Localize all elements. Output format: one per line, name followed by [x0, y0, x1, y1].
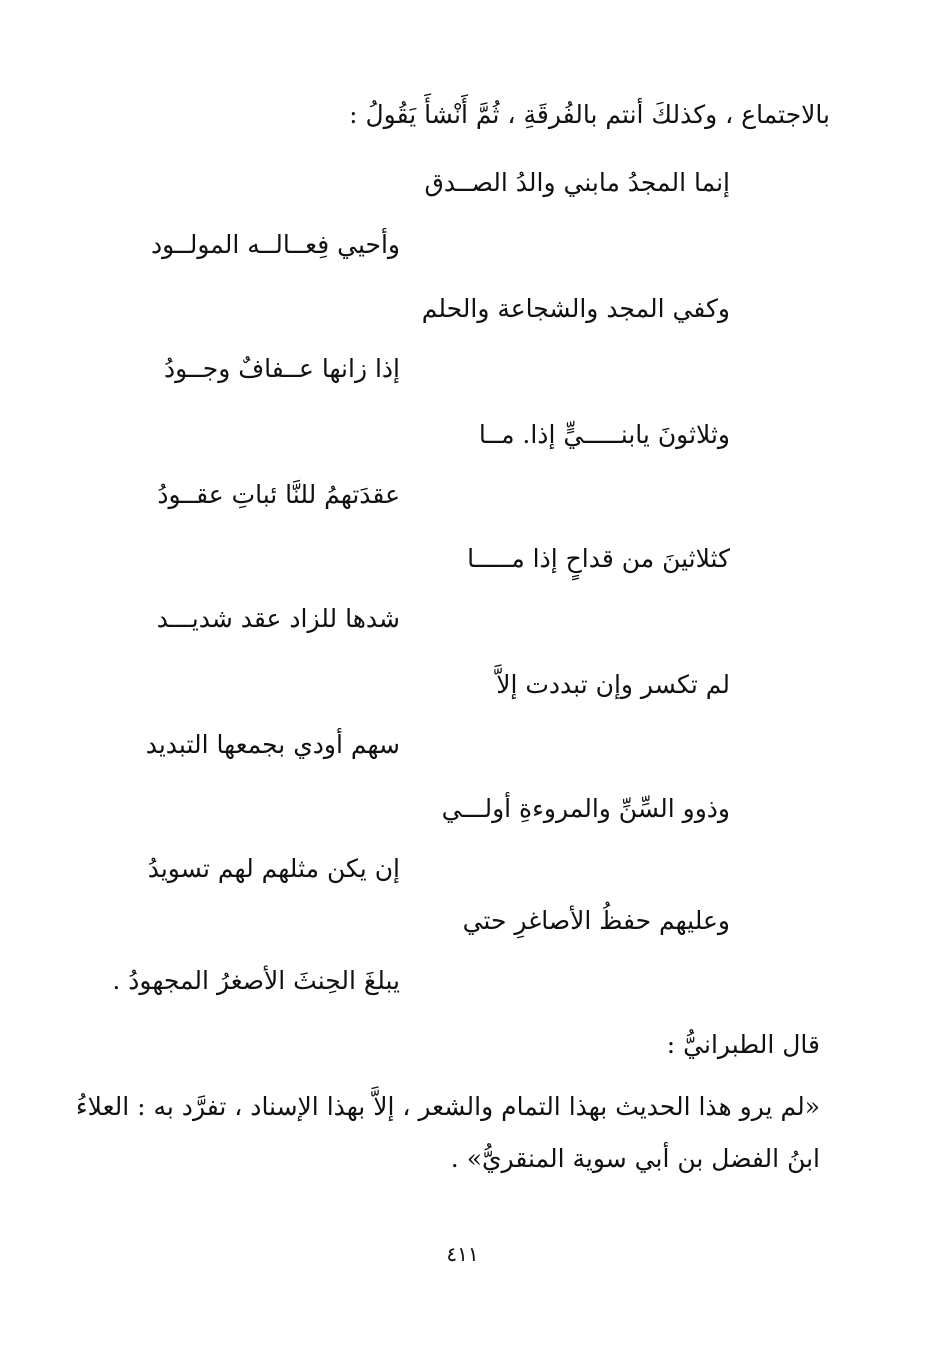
verse-1-second-hemistich: وأحيي فِعــالــه المولــود — [151, 230, 400, 259]
intro-line: بالاجتماع ، وكذلكَ أنتم بالفُرقَةِ ، ثُمَّ أَنْشأَ يَقُولُ : — [349, 100, 830, 129]
verse-3-first-hemistich: وثلاثونَ يابنـــــيٍّ إذا. مــا — [478, 420, 730, 449]
verse-6-first-hemistich: وذوو السِّنِّ والمروءةِ أولـــي — [441, 794, 730, 823]
page-number: ٤١١ — [446, 1242, 479, 1266]
verse-1-first-hemistich: إنما المجدُ مابني والدُ الصــدق — [424, 168, 730, 197]
verse-2-first-hemistich: وكفي المجد والشجاعة والحلم — [421, 294, 730, 323]
source-label: قال الطبرانيُّ : — [666, 1030, 820, 1059]
verse-5-first-hemistich: لم تكسر وإن تبددت إلاَّ — [496, 670, 730, 699]
verse-2-second-hemistich: إذا زانها عــفافٌ وجــودُ — [164, 354, 400, 383]
verse-5-second-hemistich: سهم أودي بجمعها التبديد — [145, 730, 400, 759]
quote-line-1: «لم يرو هذا الحديث بهذا التمام والشعر ، إلاَّ بهذا الإسناد ، تفرَّد به : العلاءُ — [75, 1092, 820, 1121]
verse-7-first-hemistich: وعليهم حفظُ الأصاغرِ حتي — [462, 906, 730, 935]
verse-4-second-hemistich: شدها للزاد عقد شديـــد — [156, 604, 400, 633]
verse-7-second-hemistich: يبلغَ الحِنثَ الأصغرُ المجهودُ . — [112, 966, 400, 995]
verse-4-first-hemistich: كثلاثينَ من قداحٍ إذا مـــــا — [467, 544, 730, 573]
verse-3-second-hemistich: عقدَتهمُ للنَّا ئباتِ عقــودُ — [157, 480, 400, 509]
verse-6-second-hemistich: إن يكن مثلهم لهم تسويدُ — [147, 854, 400, 883]
quote-line-2: ابنُ الفضل بن أبي سوية المنقريُّ» . — [450, 1144, 820, 1173]
